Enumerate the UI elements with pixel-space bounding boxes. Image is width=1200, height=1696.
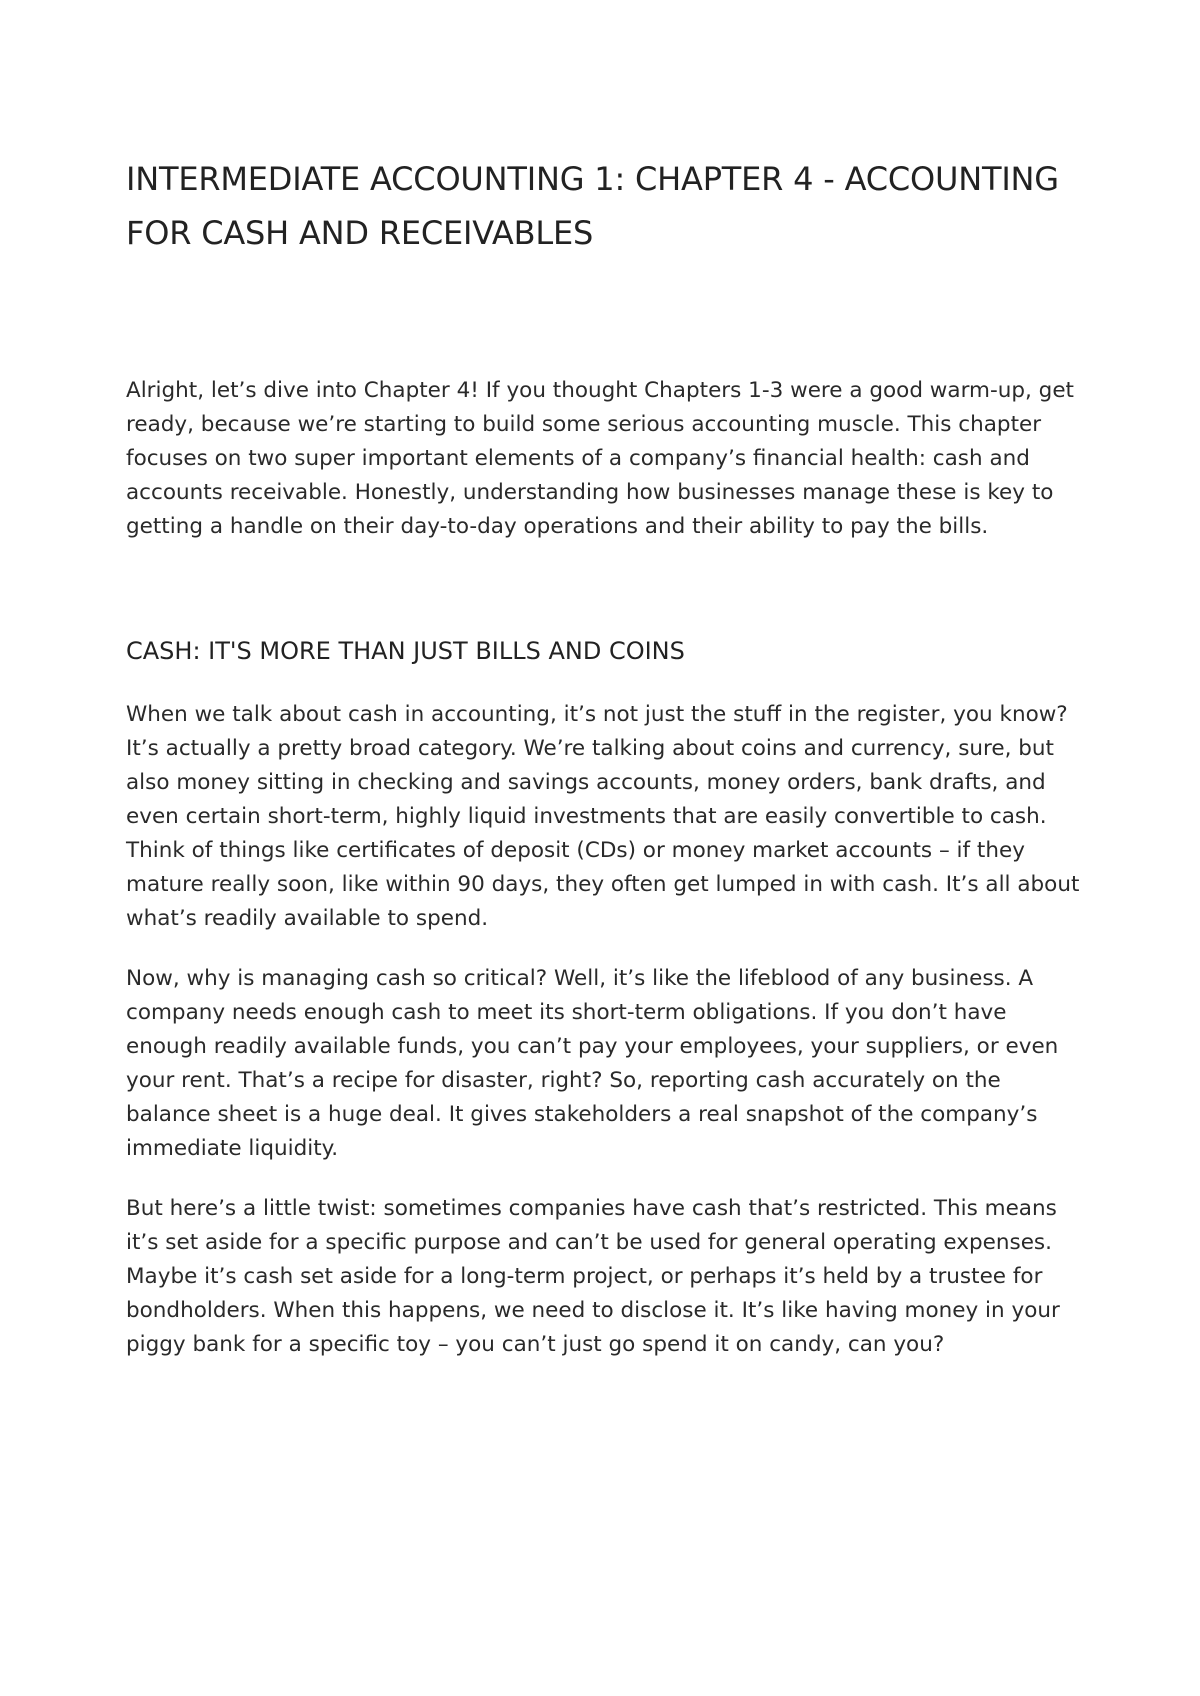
cash-paragraph-1: When we talk about cash in accounting, it’s not just the stuff in the register, you know? It’s actually a pretty broad category. We’re talking about coins and currency, sure, but also money sitting in checking and savings accounts, money orders, bank drafts, and even certain short-term, highly liquid investments that are easily convertible to cash. Think of things like certificates of deposit (CDs) or money market accounts – if they mature really soon, like within 90 days, they often get lumped in with cash. It’s all about what’s readily available to spend. <box>126 702 1080 931</box>
document-content <box>126 152 1086 1362</box>
intro-paragraph: Alright, let’s dive into Chapter 4! If you thought Chapters 1-3 were a good warm-up, get ready, because we’re starting to build some serious accounting muscle. This chapter focuses on two super important elements of a company’s financial health: cash and accounts receivable. Honestly, understanding how businesses manage these is key to getting a handle on their day-to-day operations and their ability to pay the bills. <box>126 378 1074 539</box>
cash-paragraph-2: Now, why is managing cash so critical? Well, it’s like the lifeblood of any business. A company needs enough cash to meet its short-term obligations. If you don’t have enough readily available funds, you can’t pay your employees, your suppliers, or even your rent. That’s a recipe for disaster, right? So, reporting cash accurately on the balance sheet is a huge deal. It gives stakeholders a real snapshot of the company’s immediate liquidity. <box>126 966 1059 1161</box>
document-title: INTERMEDIATE ACCOUNTING 1: CHAPTER 4 - ACCOUNTING FOR CASH AND RECEIVABLES <box>126 160 1059 252</box>
cash-paragraph-3: But here’s a little twist: sometimes companies have cash that’s restricted. This means it’s set aside for a specific purpose and can’t be used for general operating expenses. Maybe it’s cash set aside for a long-term project, or perhaps it’s held by a trustee for bondholders. When this happens, we need to disclose it. It’s like having money in your piggy bank for a specific toy – you can’t just go spend it on candy, can you? <box>126 1196 1060 1357</box>
section-heading-cash: CASH: IT'S MORE THAN JUST BILLS AND COINS <box>126 637 685 665</box>
